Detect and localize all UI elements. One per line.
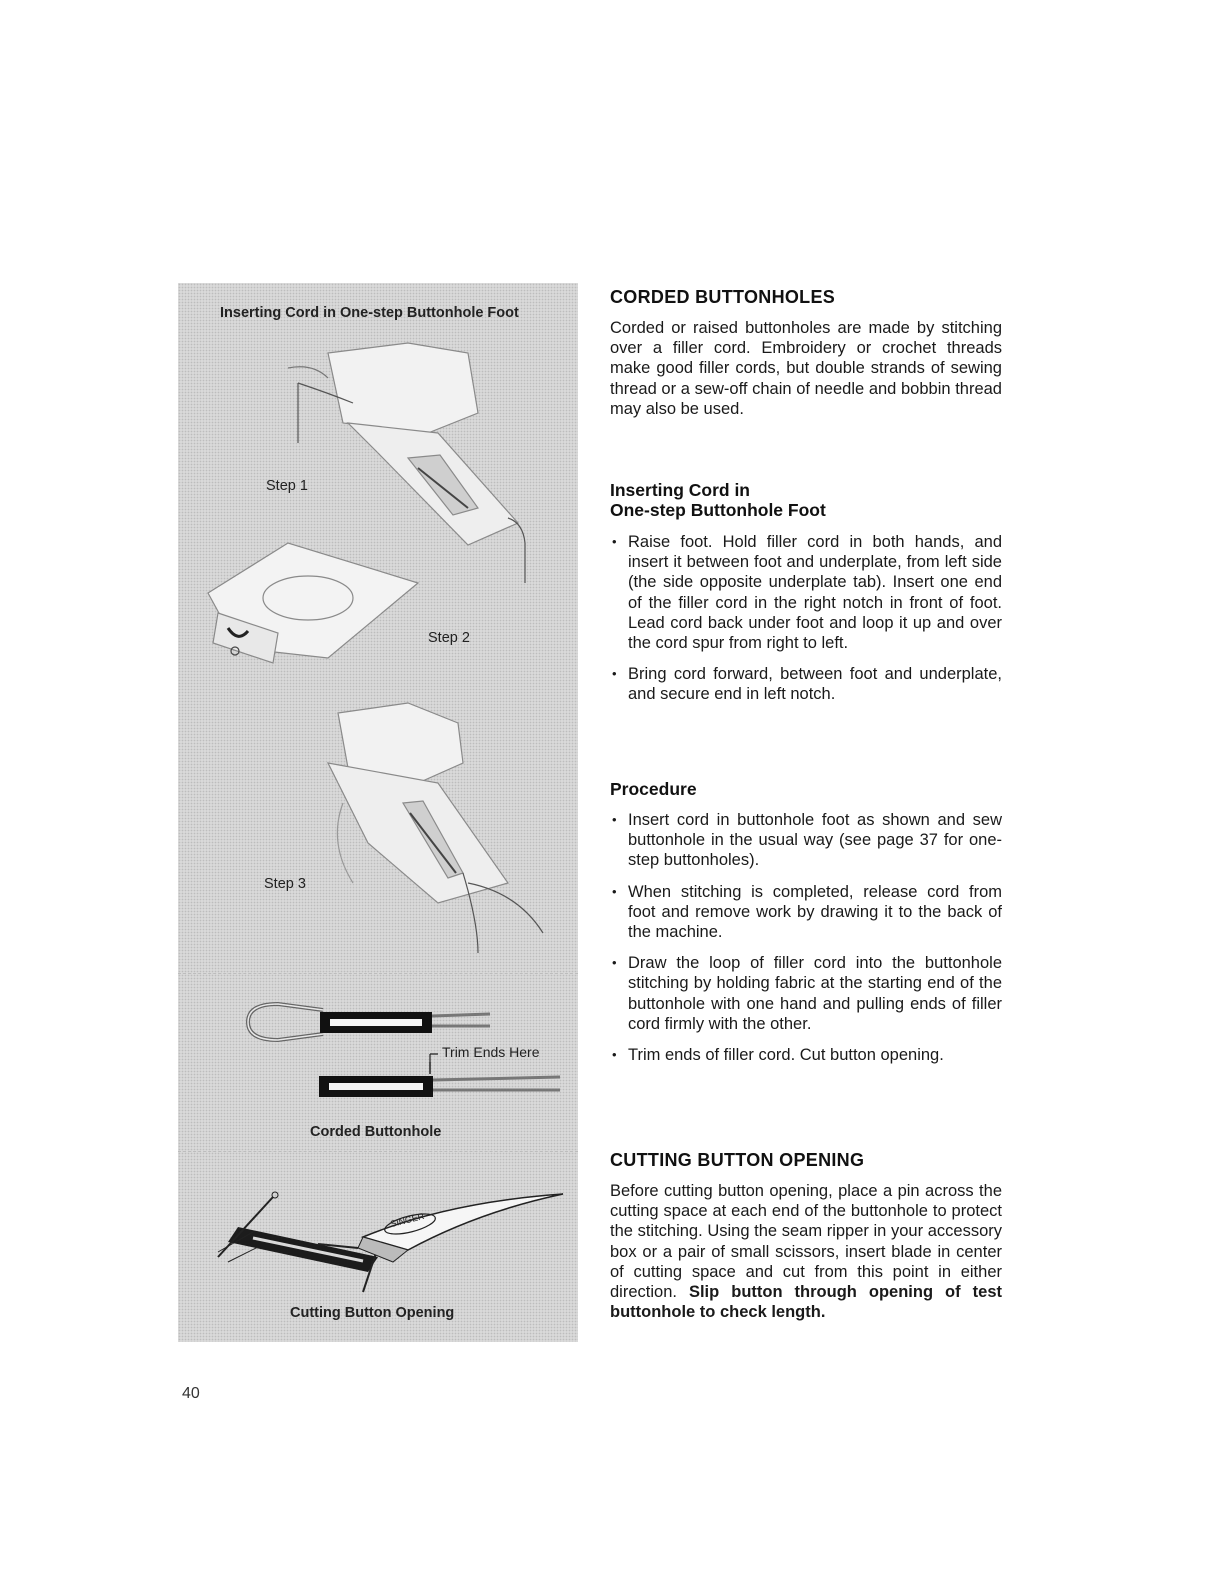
inserting-heading-line2: One-step Buttonhole Foot [610,500,826,520]
inserting-figure-title: Inserting Cord in One-step Buttonhole Foot [220,305,519,321]
seam-ripper-drawing [318,1194,563,1262]
corded-buttonhole-figure [178,973,578,1152]
page-number: 40 [182,1385,200,1402]
corded-buttonholes-paragraph: Corded or raised buttonholes are made by stitching over a filler cord. Embroidery or crochet threads make good filler cords, but double strands of sewing thread or a sew-off chain of needle and bobbin thread may also be used. [610,319,1002,418]
step1-drawing [288,343,525,583]
step1-label: Step 1 [266,478,308,494]
list-item: • Draw the loop of filler cord into the buttonhole stitching by holding fabric at the starting end of the buttonhole with one hand and pulling ends of filler cord firmly with the other. [610,953,1002,1034]
list-item: • Insert cord in buttonhole foot as shown and sew buttonhole in the usual way (see page 37 for one-step buttonholes). [610,810,1002,871]
trimmed-buttonhole-drawing [319,1054,560,1097]
step3-label: Step 3 [264,876,306,892]
cutting-body-bold: Slip button through opening of test buttonhole to check length. [610,1283,1002,1322]
corded-buttonhole-caption: Corded Buttonhole [310,1124,442,1140]
corded-buttonholes-heading: CORDED BUTTONHOLES [610,287,836,307]
cutting-body-regular: Before cutting button opening, place a pin across the cutting space at each end of the buttonhole to protect the stitching. Using the seam ripper in your accessory box or a pair of small scissors, insert blade in center of cutting space and cut from this point in either direction. [610,1182,1002,1302]
list-item: • When stitching is completed, release cord from foot and remove work by drawing it to the back of the machine. [610,882,1002,943]
inserting-cord-heading [610,480,826,520]
trim-ends-label: Trim Ends Here [442,1044,540,1060]
step2-label: Step 2 [428,630,470,646]
inserting-cord-illustration [178,283,578,973]
procedure-heading: Procedure [610,779,697,799]
inserting-heading-line1: Inserting Cord in [610,480,750,500]
cutting-opening-paragraph [610,1181,1002,1322]
list-item: • Raise foot. Hold filler cord in both hands, and insert it between foot and underplate, from left side (the side opposite underplate tab). Insert one end of the filler cord in the right notch in front of foot. Lead cord back under foot and loop it up and over the cord spur from right to left. [610,532,1002,653]
step2-drawing [208,543,418,663]
singer-logo: SINGER [389,1210,426,1230]
buttonhole-with-pins-drawing [218,1192,383,1292]
cutting-opening-figure [178,1151,578,1342]
list-item: • Trim ends of filler cord. Cut button opening. [610,1045,1002,1065]
inserting-steps-list [610,532,1002,716]
step3-drawing [328,703,543,953]
list-item: • Bring cord forward, between foot and underplate, and secure end in left notch. [610,664,1002,704]
procedure-steps-list [610,810,1002,1076]
inserting-cord-figure [178,283,578,973]
cutting-opening-caption: Cutting Button Opening [290,1305,455,1321]
looped-buttonhole-drawing [248,1004,490,1040]
cutting-opening-heading: CUTTING BUTTON OPENING [610,1150,865,1170]
